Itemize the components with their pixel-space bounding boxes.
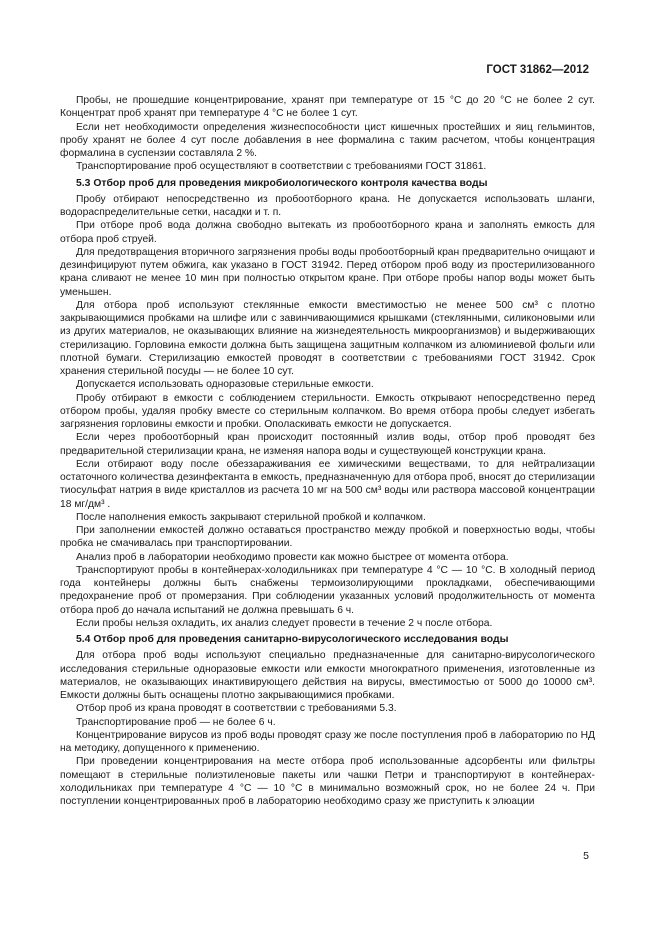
paragraph: Допускается использовать одноразовые стерильные емкости. — [76, 379, 374, 391]
standard-header: ГОСТ 31862—2012 — [486, 64, 589, 76]
paragraph: Пробы, не прошедшие концентрирование, хранят при температуре от 15 °С до 20 °С не более 2 сут. Концентрат проб хранят при температуре 4 °С не более 1 сут. — [60, 95, 595, 120]
paragraph: Если через пробоотборный кран происходит постоянный излив воды, отбор проб проводят без предварительной стерилизации крана, не изменяя напора воды и существующей конструкции крана. — [60, 432, 595, 457]
paragraph: Если отбирают воду после обеззараживания ее химическими веществами, то для нейтрализации остаточного количества дезинфектанта в емкость, предназначенную для отбора проб, вносят до стерилизации тиосульфат натрия в виде кристаллов из расчета 10 мг на 500 см³ воды или раствора массовой концентрации 18 мг/дм³ . — [60, 458, 595, 510]
page-number: 5 — [583, 850, 589, 862]
paragraph: Для отбора проб воды используют специально предназначенные для санитарно-вирусологического исследования стерильные одноразовые емкости или емкости многократного применения, изготовленные из материалов, не оказывающих инактивирующего действия на вирусы, вместимостью от 5000 до 10000 см³. Емкости должны быть оснащены плотно закрывающимися пробками. — [60, 650, 595, 701]
paragraph: Пробу отбирают в емкости с соблюдением стерильности. Емкость открывают непосредственно перед отбором пробы, удаляя пробку вместе со стерильным колпачком. Во время отбора пробы следует избегать загрязнения горловины емкости и пробки. Ополаскивать емкости не допускается. — [60, 392, 595, 430]
paragraph: Транспортируют пробы в контейнерах-холодильниках при температуре 4 °С — 10 °С. В холодный период года контейнеры должны быть снабжены термоизолирующими прокладками, обеспечивающими предохранение проб от промерзания. При соблюдении указанных условий продолжительность от момента отбора проб до начала испытаний не должна превышать 6 ч. — [60, 564, 595, 616]
paragraph: Если нет необходимости определения жизнеспособности цист кишечных простейших и яиц гельминтов, пробу хранят не более 4 сут после добавления в нее формалина с таким расчетом, чтобы концентрация формалина в суспензии составляла 2 %. — [60, 121, 595, 159]
paragraph: Для предотвращения вторичного загрязнения пробы воды пробоотборный кран предварительно очищают и дезинфицируют путем обжига, как указано в ГОСТ 31942. Перед отбором проб воду из простерилизованного крана сливают не менее 10 мин при полностью открытом кране. При отборе пробы напор воды может быть уменьшен. — [60, 246, 595, 298]
paragraph: Анализ проб в лаборатории необходимо провести как можно быстрее от момента отбора. — [76, 551, 509, 563]
paragraph: При отборе проб вода должна свободно вытекать из пробоотборного крана и заполнять емкость для отбора проб струей. — [60, 220, 595, 245]
paragraph: Если пробы нельзя охладить, их анализ следует провести в течение 2 ч после отбора. — [76, 617, 493, 629]
section-heading-5-3: 5.3 Отбор проб для проведения микробиологического контроля качества воды — [76, 177, 488, 189]
paragraph: Отбор проб из крана проводят в соответствии с требованиями 5.3. — [76, 703, 397, 715]
paragraph: Транспортирование проб — не более 6 ч. — [76, 716, 276, 728]
paragraph: При проведении концентрирования на месте отбора проб использованные адсорбенты или фильтры помещают в стерильные полиэтиленовые пакеты или чашки Петри и транспортируют в контейнерах-холодильниках при температуре 4 °С — 10 °С в минимально возможный срок, но не более 24 ч. При поступлении концентрированных проб в лабораторию необходимо сразу же приступить к элюации — [60, 756, 595, 807]
paragraph: Концентрирование вирусов из проб воды проводят сразу же после поступления проб в лабораторию по НД на методику, допущенного к применению. — [60, 729, 595, 754]
document-body — [60, 94, 595, 808]
section-heading-5-4: 5.4 Отбор проб для проведения санитарно-вирусологического исследования воды — [76, 634, 509, 645]
paragraph: После наполнения емкость закрывают стерильной пробкой и колпачком. — [76, 511, 426, 523]
paragraph: Пробу отбирают непосредственно из пробоотборного крана. Не допускается использовать шланги, водораспределительные сетки, насадки и т. п. — [60, 193, 595, 218]
paragraph: Для отбора проб используют стеклянные емкости вместимостью не менее 500 см³ с плотно закрывающимися пробками на шлифе или с завинчивающимися крышками (стеклянными, силиконовыми или из других материалов, не оказывающих влияние на жизнедеятельность микроорганизмов) и выдерживающих стерилизацию. Горловина емкости должна быть защищена защитным колпачком из алюминиевой фольги или плотной бумаги. Стерилизацию емкостей проводят в соответствии с требованиями ГОСТ 31942. Срок хранения стерильной посуды — не более 10 сут. — [60, 299, 595, 377]
paragraph: При заполнении емкостей должно оставаться пространство между пробкой и поверхностью воды, чтобы пробка не смачивалась при транспортировании. — [60, 525, 595, 550]
paragraph: Транспортирование проб осуществляют в соответствии с требованиями ГОСТ 31861. — [76, 161, 487, 173]
